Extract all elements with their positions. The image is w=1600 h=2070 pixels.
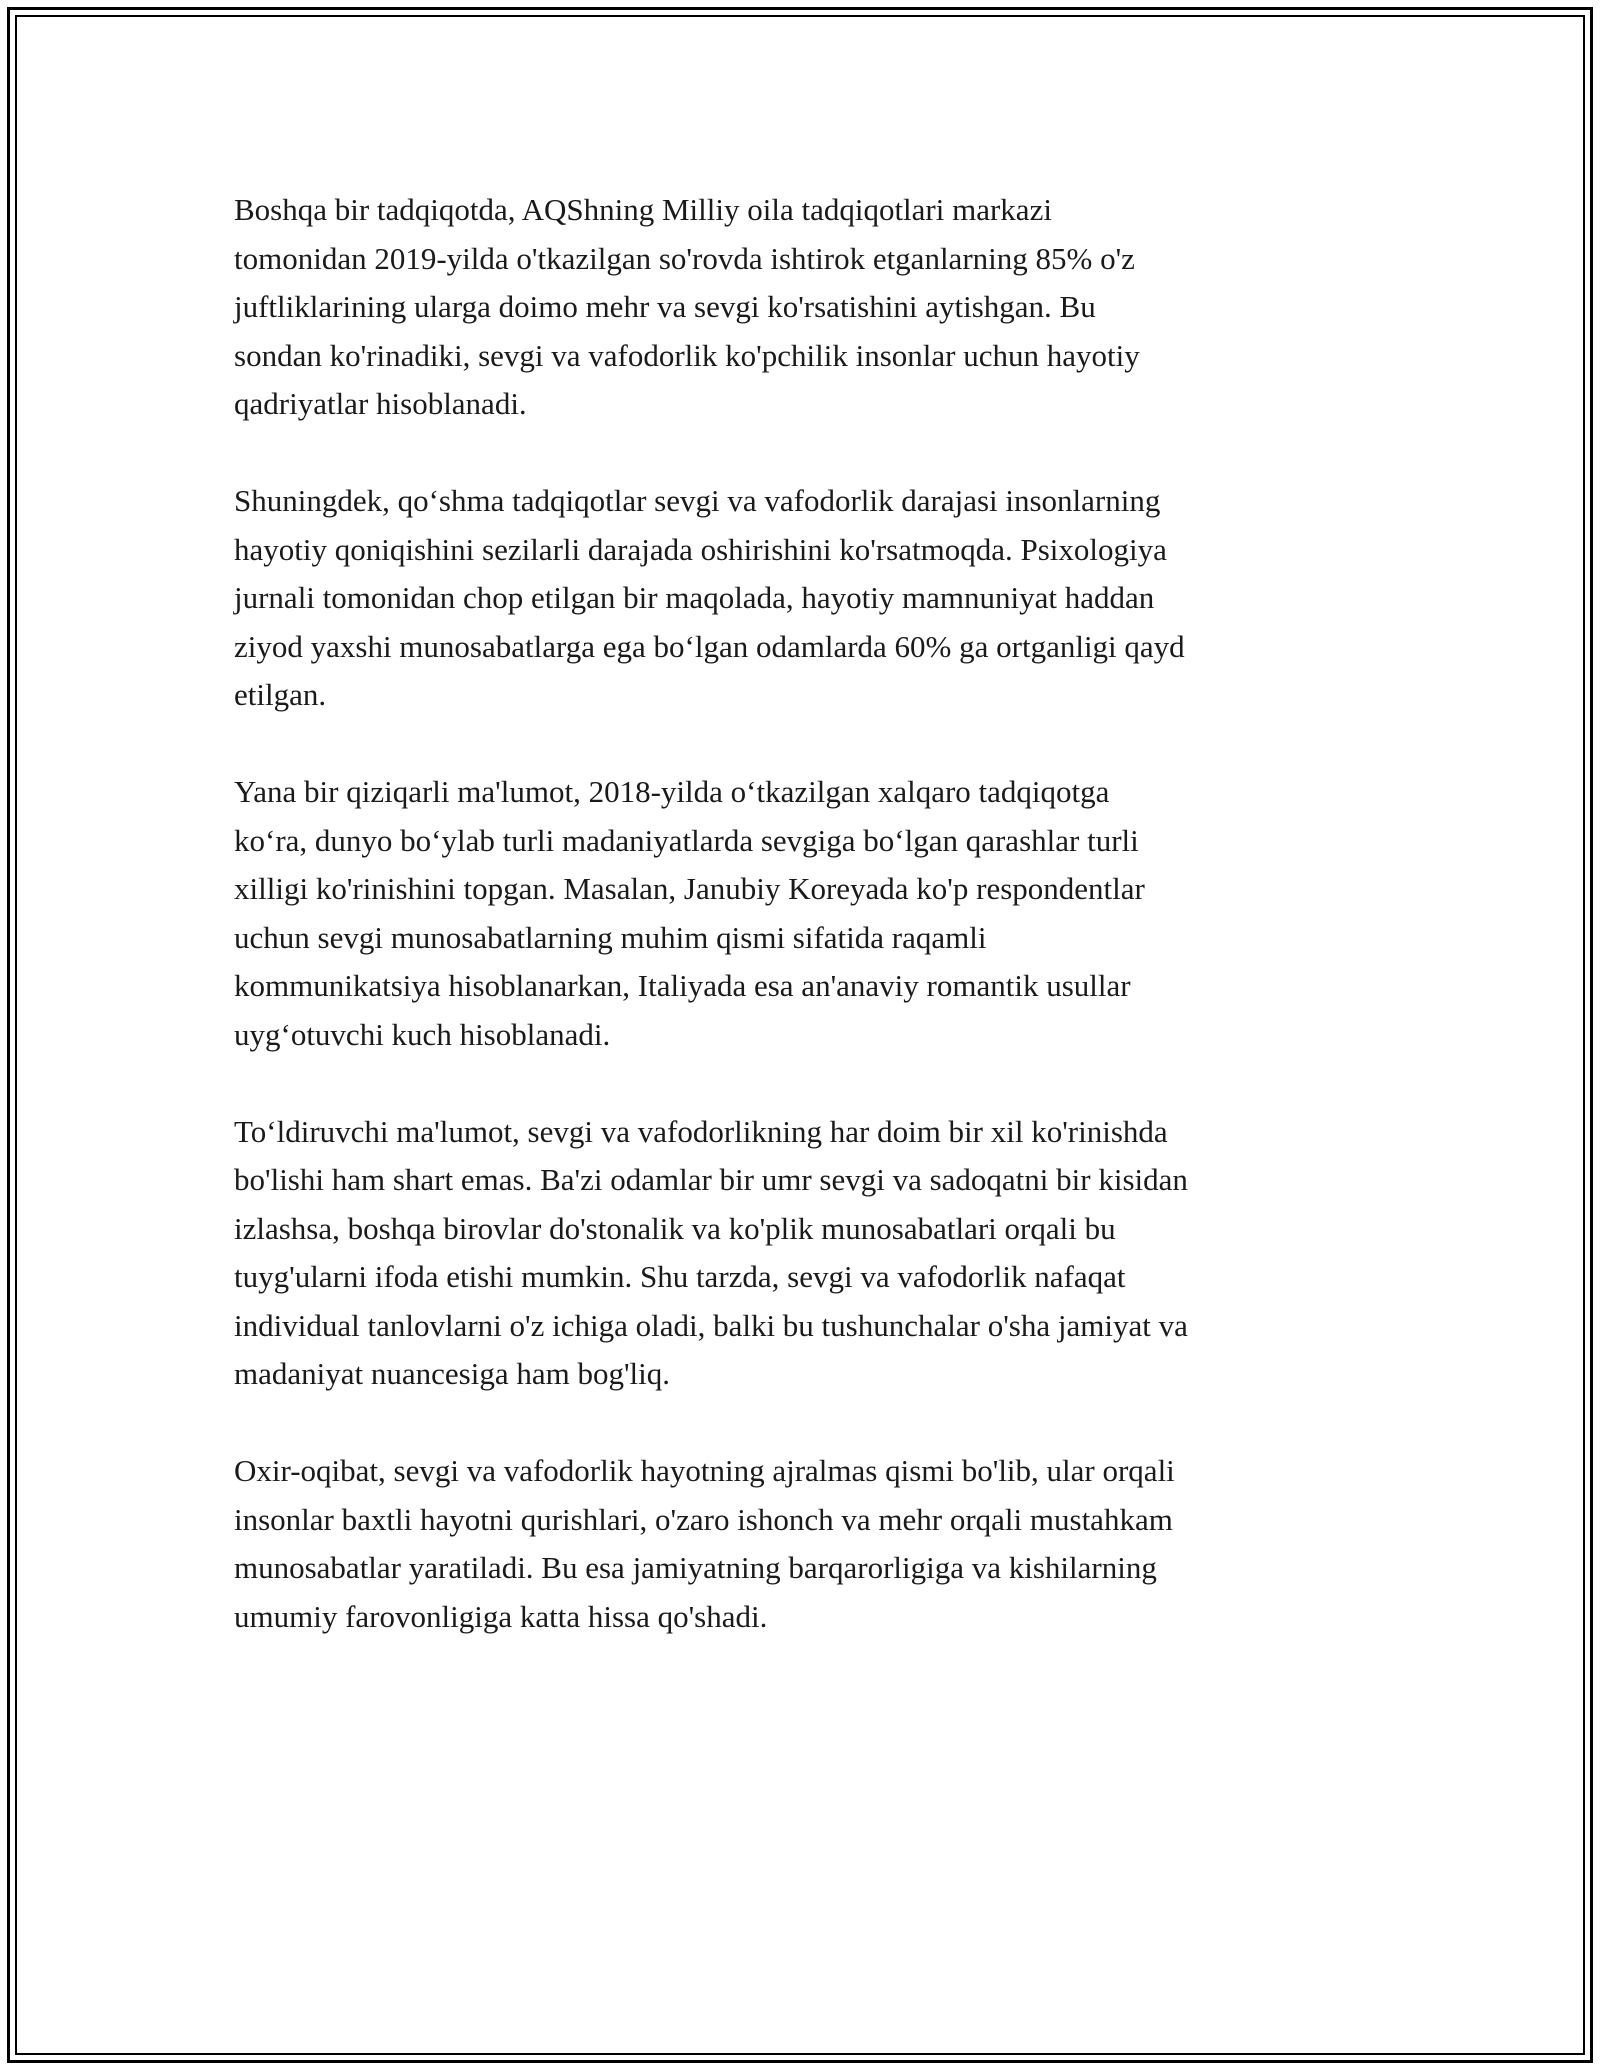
paragraph: Shuningdek, qo‘shma tadqiqotlar sevgi va vafodorlik darajasi insonlarning hayotiy qoniqishini sezilarli darajada oshirishini ko'rsatmoqda. Psixologiya jurnali tomonidan chop etilgan bir maqolada, hayotiy mamnuniyat haddan ziyod yaxshi munosabatlarga ega bo‘lgan odamlarda 60% ga ortganligi qayd etilgan. <box>234 483 1185 712</box>
paragraph: Oxir-oqibat, sevgi va vafodorlik hayotning ajralmas qismi bo'lib, ular orqali insonlar baxtli hayotni qurishlari, o'zaro ishonch va mehr orqali mustahkam munosabatlar yaratiladi. Bu esa jamiyatning barqarorligiga va kishilarning umumiy farovonligiga katta hissa qo'shadi. <box>234 1453 1175 1634</box>
paragraph: Yana bir qiziqarli ma'lumot, 2018-yilda o‘tkazilgan xalqaro tadqiqotga ko‘ra, dunyo bo‘ylab turli madaniyatlarda sevgiga bo‘lgan qarashlar turli xilligi ko'rinishini topgan. Masalan, Janubiy Koreyada ko'p respondentlar uchun sevgi munosabatlarning muhim qismi sifatida raqamli kommunikatsiya hisoblanarkan, Italiyada esa an'anaviy romantik usullar uyg‘otuvchi kuch hisoblanadi. <box>234 774 1145 1052</box>
document-body <box>234 186 1374 1690</box>
paragraph: To‘ldiruvchi ma'lumot, sevgi va vafodorlikning har doim bir xil ko'rinishda bo'lishi ham shart emas. Ba'zi odamlar bir umr sevgi va sadoqatni bir kisidan izlashsa, boshqa birovlar do'stonalik va ko'plik munosabatlari orqali bu tuyg'ularni ifoda etishi mumkin. Shu tarzda, sevgi va vafodorlik nafaqat individual tanlovlarni o'z ichiga oladi, balki bu tushunchalar o'sha jamiyat va madaniyat nuancesiga ham bog'liq. <box>234 1113 1188 1391</box>
paragraph: Boshqa bir tadqiqotda, AQShning Milliy oila tadqiqotlari markazi tomonidan 2019-yilda o'tkazilgan so'rovda ishtirok etganlarning 85% o'z juftliklarining ularga doimo mehr va sevgi ko'rsatishini aytishgan. Bu sondan ko'rinadiki, sevgi va vafodorlik ko'pchilik insonlar uchun hayotiy qadriyatlar hisoblanadi. <box>234 192 1140 421</box>
